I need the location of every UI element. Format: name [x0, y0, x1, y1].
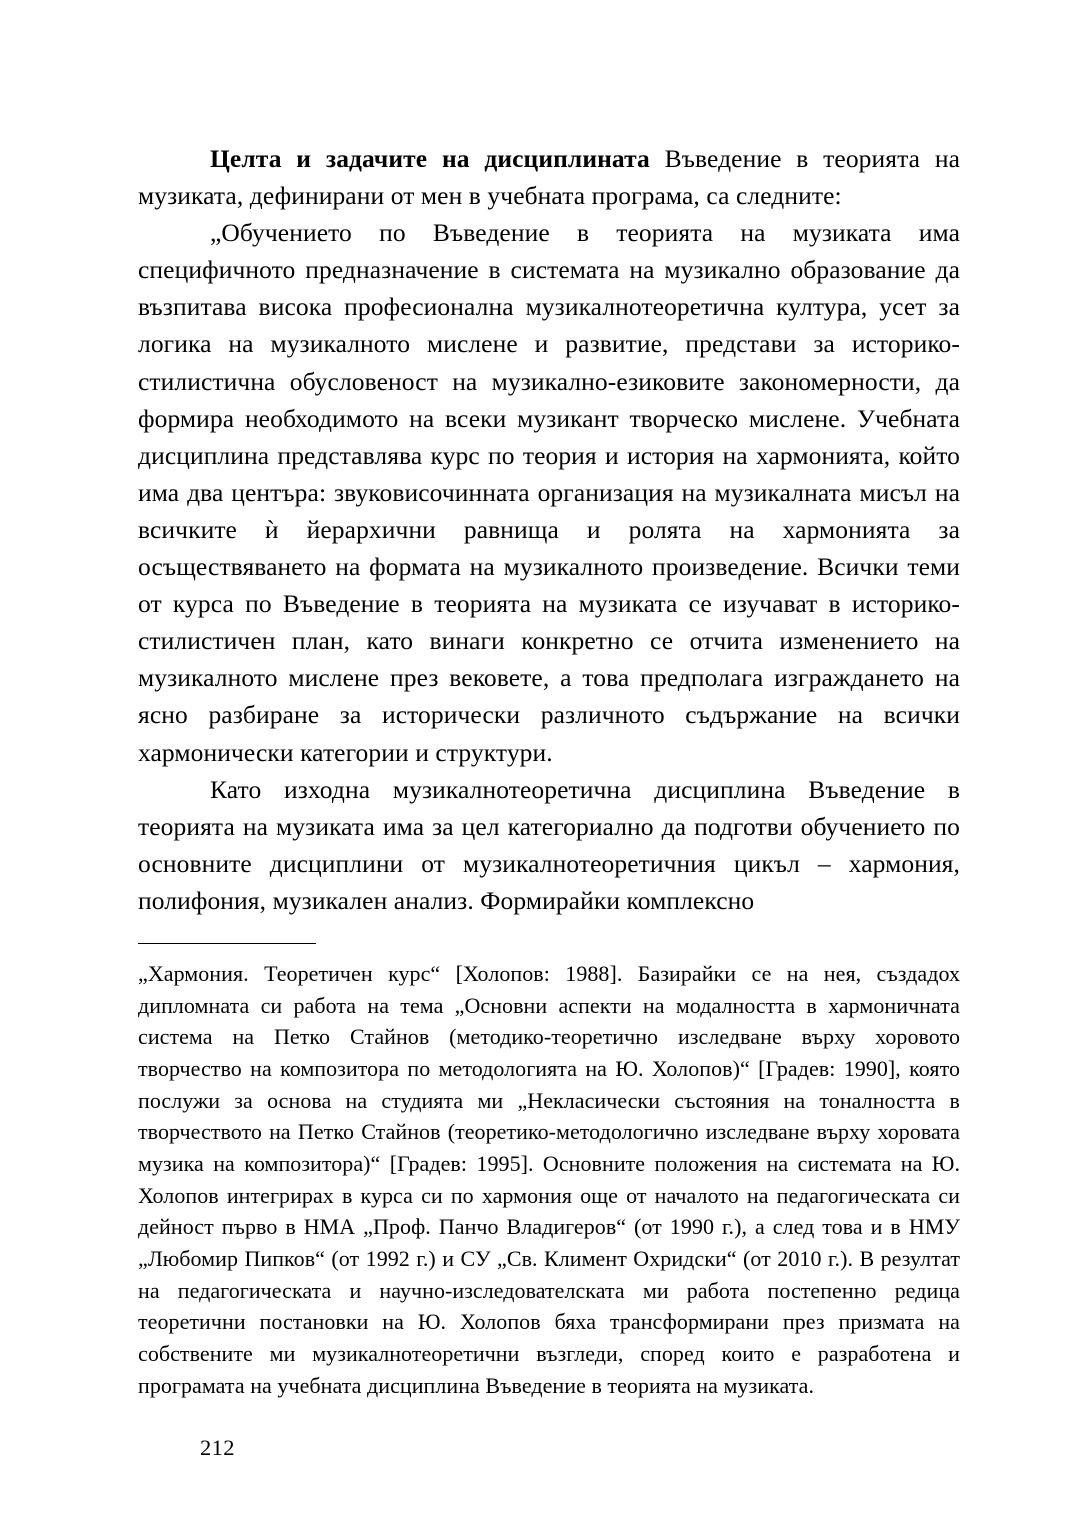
main-text-block: [138, 140, 960, 919]
aims-body-run: Въведение в теорията на музиката, дефинирани от мен в учебната програма, са следните:: [138, 144, 960, 211]
footnote-text: „Хармония. Теоретичен курс“ [Холопов: 1988]. Базирайки се на нея, създадох дипломната си работа на тема „Основни аспекти на модалността в хармоничната система на Петко Стайнов (методико-теоретично изследване върху хоровото творчество на композитора по методологията на Ю. Холопов)“ [Градев: 1990], която послужи за основа на студията ми „Некласически състояния на тоналността в творчеството на Петко Стайнов (теоретико-методологично изследване върху хоровата музика на композитора)“ [Градев: 1995]. Основните положения на системата на Ю. Холопов интегрирах в курса си по хармония още от началото на педагогическата си дейност първо в НМА „Проф. Панчо Владигеров“ (от 1990 г.), а след това и в НМУ „Любомир Пипков“ (от 1992 г.) и СУ „Св. Климент Охридски“ (от 2010 г.). В резултат на педагогическата и научно-изследователската ми работа постепенно редица теоретични постановки на Ю. Холопов бяха трансформирани през призмата на собствените ми музикалнотеоретични възгледи, според които е разработена и програмата на учебната дисциплина Въведение в теорията на музиката.: [138, 960, 960, 1398]
footnote-separator: [138, 943, 316, 944]
paragraph-quoted-program: „Обучението по Въведение в теорията на музиката има специфичното предназначение в системата на музикално образование да възпитава висока професионална музикалнотеоретична култура, усет за логика на музикалното мислене и развитие, представи за историко-стилистична обусловеност на музикално-езиковите закономерности, да формира необходимото на всеки музикант творческо мислене. Учебната дисциплина представлява курс по теория и история на хармонията, който има два центъра: звуковисочинната организация на музикалната мисъл на всичките ѝ йерархични равнища и ролята на хармонията за осъществяването на формата на музикалното произведение. Всички теми от курса по Въведение в теорията на музиката се изучават в историко-стилистичен план, като винаги конкретно се отчита изменението на музикалното мислене през вековете, а това предполага изграждането на ясно разбиране за исторически различното съдържание на всички хармонически категории и структури.: [138, 218, 960, 767]
paragraph-aims: [138, 140, 960, 214]
footnote-block: [138, 958, 960, 1401]
aims-heading-run: Целта и задачите на дисциплината: [210, 144, 650, 173]
paragraph-discipline-role: Като изходна музикалнотеоретична дисциплина Въведение в теорията на музиката има за цел категориално да подготви обучението по основните дисциплини от музикалнотеоретичния цикъл – хармония, полифония, музикален анализ. Формирайки комплексно: [138, 774, 960, 915]
page-number: 212: [200, 1435, 235, 1461]
